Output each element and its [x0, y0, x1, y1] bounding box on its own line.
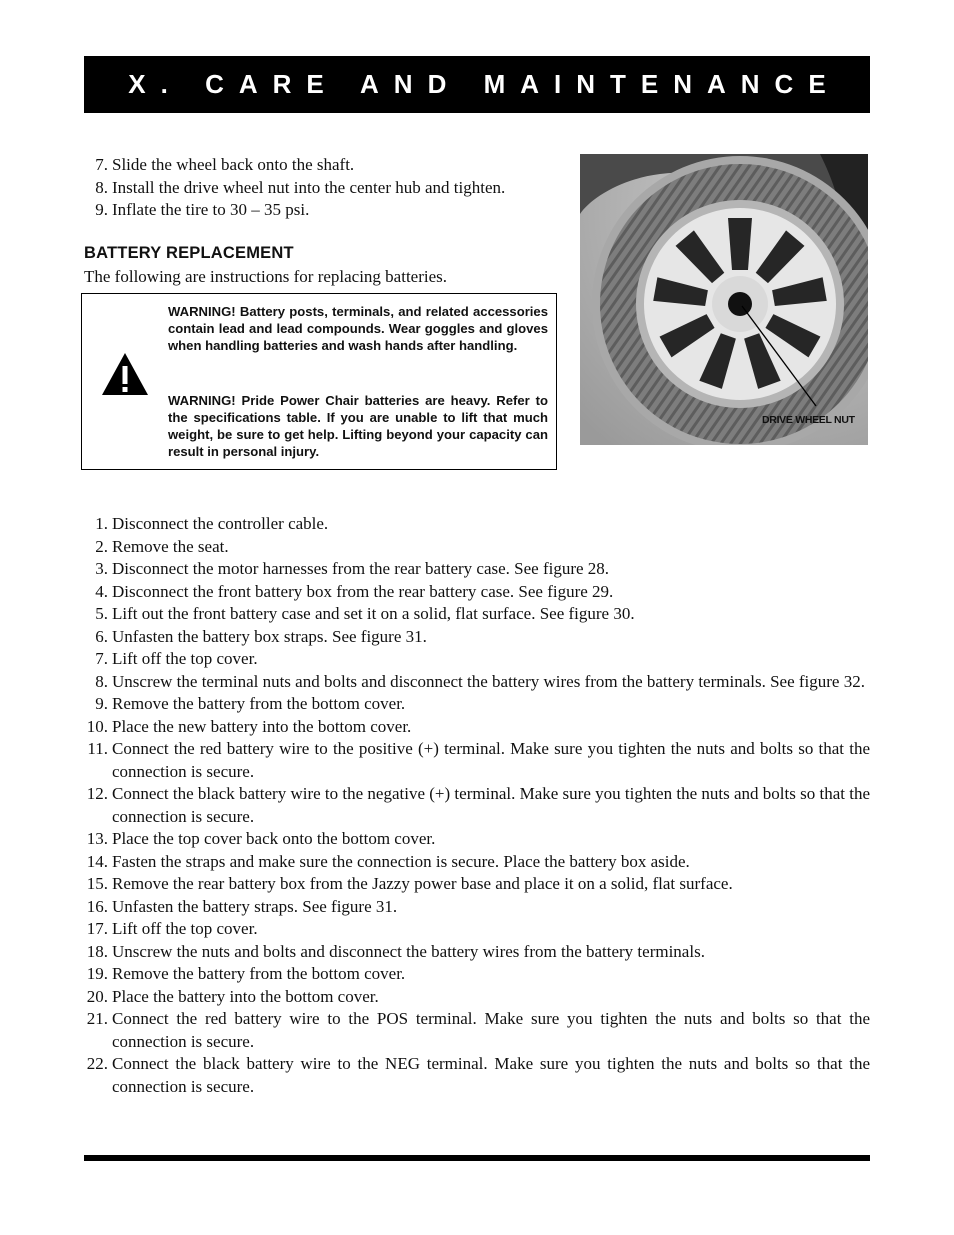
list-item	[84, 581, 870, 604]
battery-steps-list	[84, 513, 870, 1098]
section-title: X. CARE AND MAINTENANCE	[128, 69, 841, 99]
list-item	[84, 986, 870, 1009]
list-item	[84, 154, 554, 177]
step-text: Connect the red battery wire to the positive (+) terminal. Make sure you tighten the nuts and bolts so that the connection is secure.	[112, 739, 870, 781]
drive-wheel-photo	[580, 154, 868, 445]
step-number: 22.	[86, 1054, 108, 1073]
step-text: Connect the black battery wire to the negative (+) terminal. Make sure you tighten the nuts and bolts so that the connection is secure.	[112, 784, 870, 826]
list-item	[84, 177, 554, 200]
step-number: 20.	[86, 986, 108, 1006]
step-text: Install the drive wheel nut into the center hub and tighten.	[112, 177, 506, 197]
warning-triangle-icon	[100, 351, 150, 397]
step-number: 13.	[86, 829, 108, 848]
step-text: Remove the rear battery box from the Jazzy power base and place it on a solid, flat surface.	[112, 874, 733, 893]
step-number: 9.	[95, 200, 108, 219]
list-item	[84, 693, 870, 716]
step-number: 10.	[86, 716, 108, 736]
step-text: Disconnect the front battery box from the rear battery case. See figure 29.	[112, 581, 614, 601]
step-number: 19.	[86, 964, 108, 983]
drive-wheel-nut-label: DRIVE WHEEL NUT	[762, 414, 855, 426]
list-item	[84, 851, 870, 874]
step-number: 12.	[86, 784, 108, 803]
warning-lead-text: WARNING! Battery posts, terminals, and related accessories contain lead and lead compounds. Wear goggles and gloves when handling batteries and wash hands after handling.	[168, 304, 548, 353]
step-number: 2.	[95, 536, 108, 556]
step-text: Slide the wheel back onto the shaft.	[112, 155, 355, 174]
wheel-steps-list	[84, 154, 554, 222]
step-text: Inflate the tire to 30 – 35 psi.	[112, 200, 310, 219]
list-item	[84, 626, 870, 649]
list-item	[84, 716, 870, 739]
step-text: Fasten the straps and make sure the connection is secure. Place the battery box aside.	[112, 851, 690, 871]
step-number: 15.	[86, 874, 108, 893]
step-number: 16.	[86, 896, 108, 916]
step-number: 11.	[87, 739, 108, 758]
step-number: 5.	[95, 604, 108, 623]
step-number: 8.	[95, 177, 108, 197]
list-item	[84, 513, 870, 536]
step-text: Unfasten the battery straps. See figure 31.	[112, 896, 398, 916]
battery-intro-text: The following are instructions for replacing batteries.	[84, 267, 448, 286]
step-number: 4.	[95, 581, 108, 601]
step-text: Remove the battery from the bottom cover.	[112, 694, 406, 713]
list-item	[84, 783, 870, 828]
list-item	[84, 828, 870, 851]
step-text: Place the new battery into the bottom cover.	[112, 716, 412, 736]
step-number: 8.	[95, 671, 108, 691]
footer-rule	[84, 1155, 870, 1161]
step-number: 14.	[86, 851, 108, 871]
step-text: Lift off the top cover.	[112, 649, 258, 668]
step-text: Disconnect the motor harnesses from the rear battery case. See figure 28.	[112, 559, 610, 578]
list-item	[84, 896, 870, 919]
list-item	[84, 918, 870, 941]
step-text: Place the battery into the bottom cover.	[112, 986, 379, 1006]
warning-box	[81, 293, 557, 470]
step-number: 6.	[95, 626, 108, 646]
list-item	[84, 1053, 870, 1098]
list-item	[84, 1008, 870, 1053]
step-text: Lift out the front battery case and set it on a solid, flat surface. See figure 30.	[112, 604, 635, 623]
step-number: 1.	[95, 514, 108, 533]
list-item	[84, 873, 870, 896]
step-text: Unscrew the terminal nuts and bolts and disconnect the battery wires from the battery terminals. See figure 32.	[112, 671, 865, 691]
step-number: 7.	[95, 155, 108, 174]
list-item	[84, 941, 870, 964]
list-item	[84, 738, 870, 783]
step-text: Remove the battery from the bottom cover.	[112, 964, 406, 983]
step-number: 17.	[86, 919, 108, 938]
step-text: Remove the seat.	[112, 536, 229, 556]
list-item	[84, 648, 870, 671]
list-item	[84, 603, 870, 626]
list-item	[84, 199, 554, 222]
step-text: Disconnect the controller cable.	[112, 514, 329, 533]
list-item	[84, 671, 870, 694]
step-text: Unscrew the nuts and bolts and disconnect the battery wires from the battery terminals.	[112, 941, 705, 961]
section-header-bar	[84, 56, 870, 113]
warning-weight-text: WARNING! Pride Power Chair batteries are heavy. Refer to the specifications table. If you are unable to lift that much weight, be sure to get help. Lifting beyond your capacity can result in personal injury.	[168, 393, 548, 459]
step-text: Unfasten the battery box straps. See figure 31.	[112, 626, 427, 646]
drive-wheel-illustration	[580, 154, 868, 445]
step-number: 18.	[86, 941, 108, 961]
step-number: 3.	[95, 559, 108, 578]
step-text: Connect the black battery wire to the NEG terminal. Make sure you tighten the nuts and bolts so that the connection is secure.	[112, 1054, 870, 1096]
step-number: 21.	[86, 1009, 108, 1028]
list-item	[84, 536, 870, 559]
step-number: 7.	[95, 649, 108, 668]
list-item	[84, 558, 870, 581]
step-number: 9.	[95, 694, 108, 713]
list-item	[84, 963, 870, 986]
step-text: Lift off the top cover.	[112, 919, 258, 938]
step-text: Connect the red battery wire to the POS terminal. Make sure you tighten the nuts and bolts so that the connection is secure.	[112, 1009, 870, 1051]
step-text: Place the top cover back onto the bottom cover.	[112, 829, 436, 848]
battery-replacement-heading: BATTERY REPLACEMENT	[84, 244, 294, 262]
